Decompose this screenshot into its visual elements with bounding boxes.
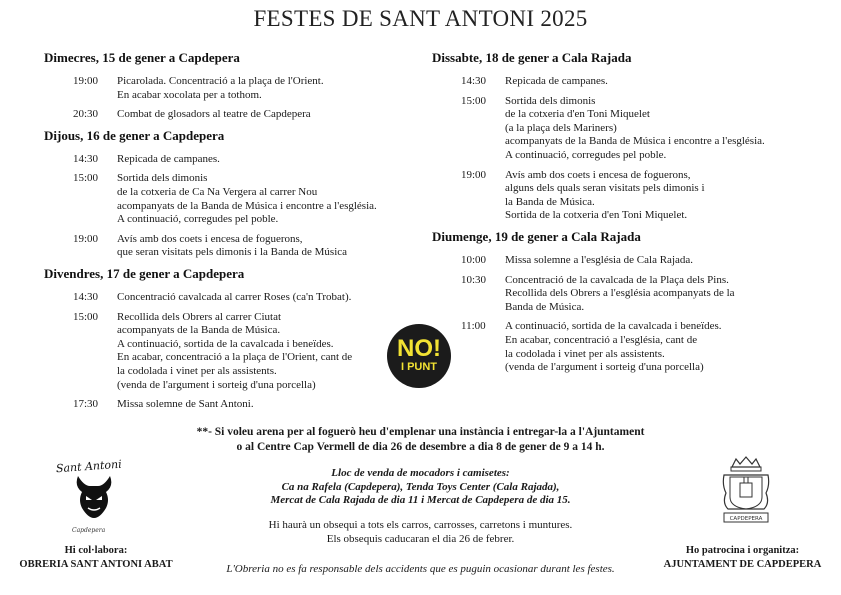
gift-info-line: Hi haurà un obsequi a tots els carros, carrosses, carretons i muntures. bbox=[268, 519, 573, 531]
schedule-event bbox=[432, 95, 812, 163]
event-time: 14:30 bbox=[73, 152, 99, 165]
event-time: 15:00 bbox=[73, 310, 99, 323]
arena-note-line: o al Centre Cap Vermell de dia 26 de desembre a dia 8 de gener de 9 a 14 h. bbox=[236, 441, 605, 453]
schedule-event bbox=[432, 274, 812, 315]
event-time: 14:30 bbox=[461, 75, 487, 87]
page-title: FESTES DE SANT ANTONI 2025 bbox=[253, 6, 588, 31]
event-line: Combat de glosadors al teatre de Capdepera bbox=[117, 108, 311, 121]
event-description bbox=[505, 169, 812, 223]
obreria-logo bbox=[48, 456, 138, 536]
event-time: 15:00 bbox=[461, 94, 487, 107]
event-line: Sortida dels dimonis bbox=[505, 94, 596, 107]
patron-label: Ho patrocina i organitza: bbox=[685, 545, 800, 556]
sales-info-line: Lloc de venda de mocadors i camisetes: bbox=[331, 467, 510, 479]
svg-text:Capdepera: Capdepera bbox=[72, 527, 106, 534]
event-line: En acabar xocolata per a tothom. bbox=[117, 88, 262, 101]
collaborator-block bbox=[6, 544, 186, 571]
event-description bbox=[505, 95, 812, 163]
event-time: 14:30 bbox=[73, 290, 99, 303]
event-line: acompanyats de la Banda de Música i encontre a l'església. bbox=[505, 135, 765, 148]
event-time: 10:30 bbox=[461, 273, 487, 286]
event-line: Concentració cavalcada al carrer Roses (ca'n Trobat). bbox=[117, 290, 352, 303]
schedule-event bbox=[432, 254, 812, 268]
event-time: 19:00 bbox=[73, 75, 99, 87]
event-line: (venda de l'argument i sorteig d'una porcella) bbox=[117, 378, 316, 391]
badge-small-text: I PUNT bbox=[400, 361, 438, 373]
arena-note-line: **- Si voleu arena per al foguerò heu d'emplenar una instància i entregar-la a l'Ajuntament bbox=[196, 426, 645, 438]
schedule-event bbox=[432, 320, 812, 374]
event-line: de la cotxeria de Ca Na Vergera al carrer Nou bbox=[117, 185, 318, 198]
event-line: la codolada i vinet per als assistents. bbox=[117, 364, 277, 377]
event-description bbox=[505, 274, 812, 315]
sales-info-line: Ca na Rafela (Capdepera), Tenda Toys Center (Cala Rajada), bbox=[281, 480, 560, 493]
schedule-event bbox=[44, 311, 404, 393]
event-line: Sortida de la cotxeria d'en Toni Miquelet. bbox=[505, 209, 688, 222]
event-description bbox=[117, 75, 404, 102]
event-time: 20:30 bbox=[73, 108, 99, 121]
event-line: Repicada de campanes. bbox=[117, 152, 220, 165]
event-description bbox=[117, 398, 404, 412]
event-line: En acabar, concentració a la plaça de l'Orient, cant de bbox=[117, 351, 353, 364]
sales-info-line: Mercat de Cala Rajada de dia 11 i Mercat de Capdepera de dia 15. bbox=[270, 494, 571, 506]
event-description bbox=[117, 172, 404, 226]
event-line: Concentració de la cavalcada de la Plaça dels Pins. bbox=[505, 273, 729, 286]
event-line: Avís amb dos coets i encesa de foguerons, bbox=[117, 232, 303, 245]
event-line: Recollida dels Obrers a l'església acompanyats de la bbox=[505, 287, 735, 300]
capdepera-coat-of-arms bbox=[718, 455, 774, 531]
event-line: Recollida dels Obrers al carrer Ciutat bbox=[117, 310, 282, 323]
event-line: Sortida dels dimonis bbox=[117, 172, 208, 185]
schedule-right-column bbox=[432, 50, 812, 375]
event-time: 19:00 bbox=[461, 168, 487, 181]
schedule-event bbox=[432, 169, 812, 223]
event-time: 17:30 bbox=[73, 398, 99, 411]
schedule-event bbox=[44, 233, 404, 260]
event-line: que seran visitats pels dimonis i la Banda de Música bbox=[117, 246, 348, 259]
event-line: A continuació, sortida de la cavalcada i beneïdes. bbox=[505, 320, 722, 333]
patron-block bbox=[650, 544, 835, 571]
event-description bbox=[505, 254, 812, 268]
collaborator-label: Hi col·labora: bbox=[64, 545, 128, 556]
event-line: la codolada i vinet per als assistents. bbox=[505, 347, 665, 360]
event-time: 11:00 bbox=[461, 320, 486, 333]
event-line: A continuació, sortida de la cavalcada i beneïdes. bbox=[117, 337, 334, 350]
disclaimer: L'Obreria no es fa responsable dels accidents que es puguin ocasionar durant les festes. bbox=[226, 563, 615, 575]
event-line: alguns dels quals seran visitats pels dimonis i bbox=[505, 182, 705, 195]
schedule-event bbox=[44, 75, 404, 102]
event-line: Picarolada. Concentració a la plaça de l'Orient. bbox=[117, 75, 324, 87]
no-i-punt-badge bbox=[387, 324, 451, 388]
event-line: Missa solemne a l'església de Cala Rajada. bbox=[505, 253, 694, 266]
event-description bbox=[505, 320, 812, 374]
event-line: acompanyats de la Banda de Música. bbox=[117, 324, 281, 337]
event-line: A continuació, corregudes pel poble. bbox=[505, 148, 667, 161]
schedule-event bbox=[44, 172, 404, 226]
event-description bbox=[117, 153, 404, 167]
event-line: Avís amb dos coets i encesa de foguerons, bbox=[505, 168, 691, 181]
event-line: Banda de Música. bbox=[505, 300, 585, 313]
day-heading: Dimecres, 15 de gener a Capdepera bbox=[44, 50, 240, 65]
event-line: Repicada de campanes. bbox=[505, 75, 608, 87]
schedule-event bbox=[44, 153, 404, 167]
event-description bbox=[117, 311, 404, 393]
event-description bbox=[117, 291, 404, 305]
day-heading: Dijous, 16 de gener a Capdepera bbox=[44, 127, 225, 143]
day-heading: Divendres, 17 de gener a Capdepera bbox=[44, 265, 245, 281]
schedule-event bbox=[44, 291, 404, 305]
event-line: Missa solemne de Sant Antoni. bbox=[117, 398, 254, 411]
event-time: 15:00 bbox=[73, 172, 99, 185]
coat-of-arms-banner: CAPDEPERA bbox=[729, 516, 763, 522]
event-line: En acabar, concentració a l'església, cant de bbox=[505, 333, 698, 346]
schedule-event bbox=[44, 108, 404, 122]
collaborator-name: OBRERIA SANT ANTONI ABAT bbox=[19, 558, 173, 570]
day-heading: Dissabte, 18 de gener a Cala Rajada bbox=[432, 50, 632, 65]
schedule-left-column bbox=[44, 50, 404, 412]
event-time: 19:00 bbox=[73, 232, 99, 245]
day-heading: Diumenge, 19 de gener a Cala Rajada bbox=[432, 228, 641, 244]
schedule-event bbox=[44, 398, 404, 412]
event-description bbox=[505, 75, 812, 89]
event-line: A continuació, corregudes pel poble. bbox=[117, 213, 279, 226]
event-line: acompanyats de la Banda de Música i encontre a l'església. bbox=[117, 199, 377, 212]
event-line: (venda de l'argument i sorteig d'una porcella) bbox=[505, 361, 704, 374]
event-line: (a la plaça dels Mariners) bbox=[505, 121, 617, 134]
svg-text:Sant Antoni: Sant Antoni bbox=[55, 457, 123, 476]
event-line: la Banda de Música. bbox=[505, 195, 595, 208]
event-line: de la cotxeria d'en Toni Miquelet bbox=[505, 108, 650, 121]
patron-name: AJUNTAMENT DE CAPDEPERA bbox=[663, 558, 822, 570]
badge-big-text: NO! bbox=[397, 335, 441, 362]
schedule-event bbox=[432, 75, 812, 89]
gift-info-line: Els obsequis caducaran el dia 26 de febrer. bbox=[326, 532, 515, 545]
arena-note bbox=[0, 425, 841, 455]
event-time: 10:00 bbox=[461, 253, 487, 266]
event-description bbox=[117, 233, 404, 260]
event-description bbox=[117, 108, 404, 122]
